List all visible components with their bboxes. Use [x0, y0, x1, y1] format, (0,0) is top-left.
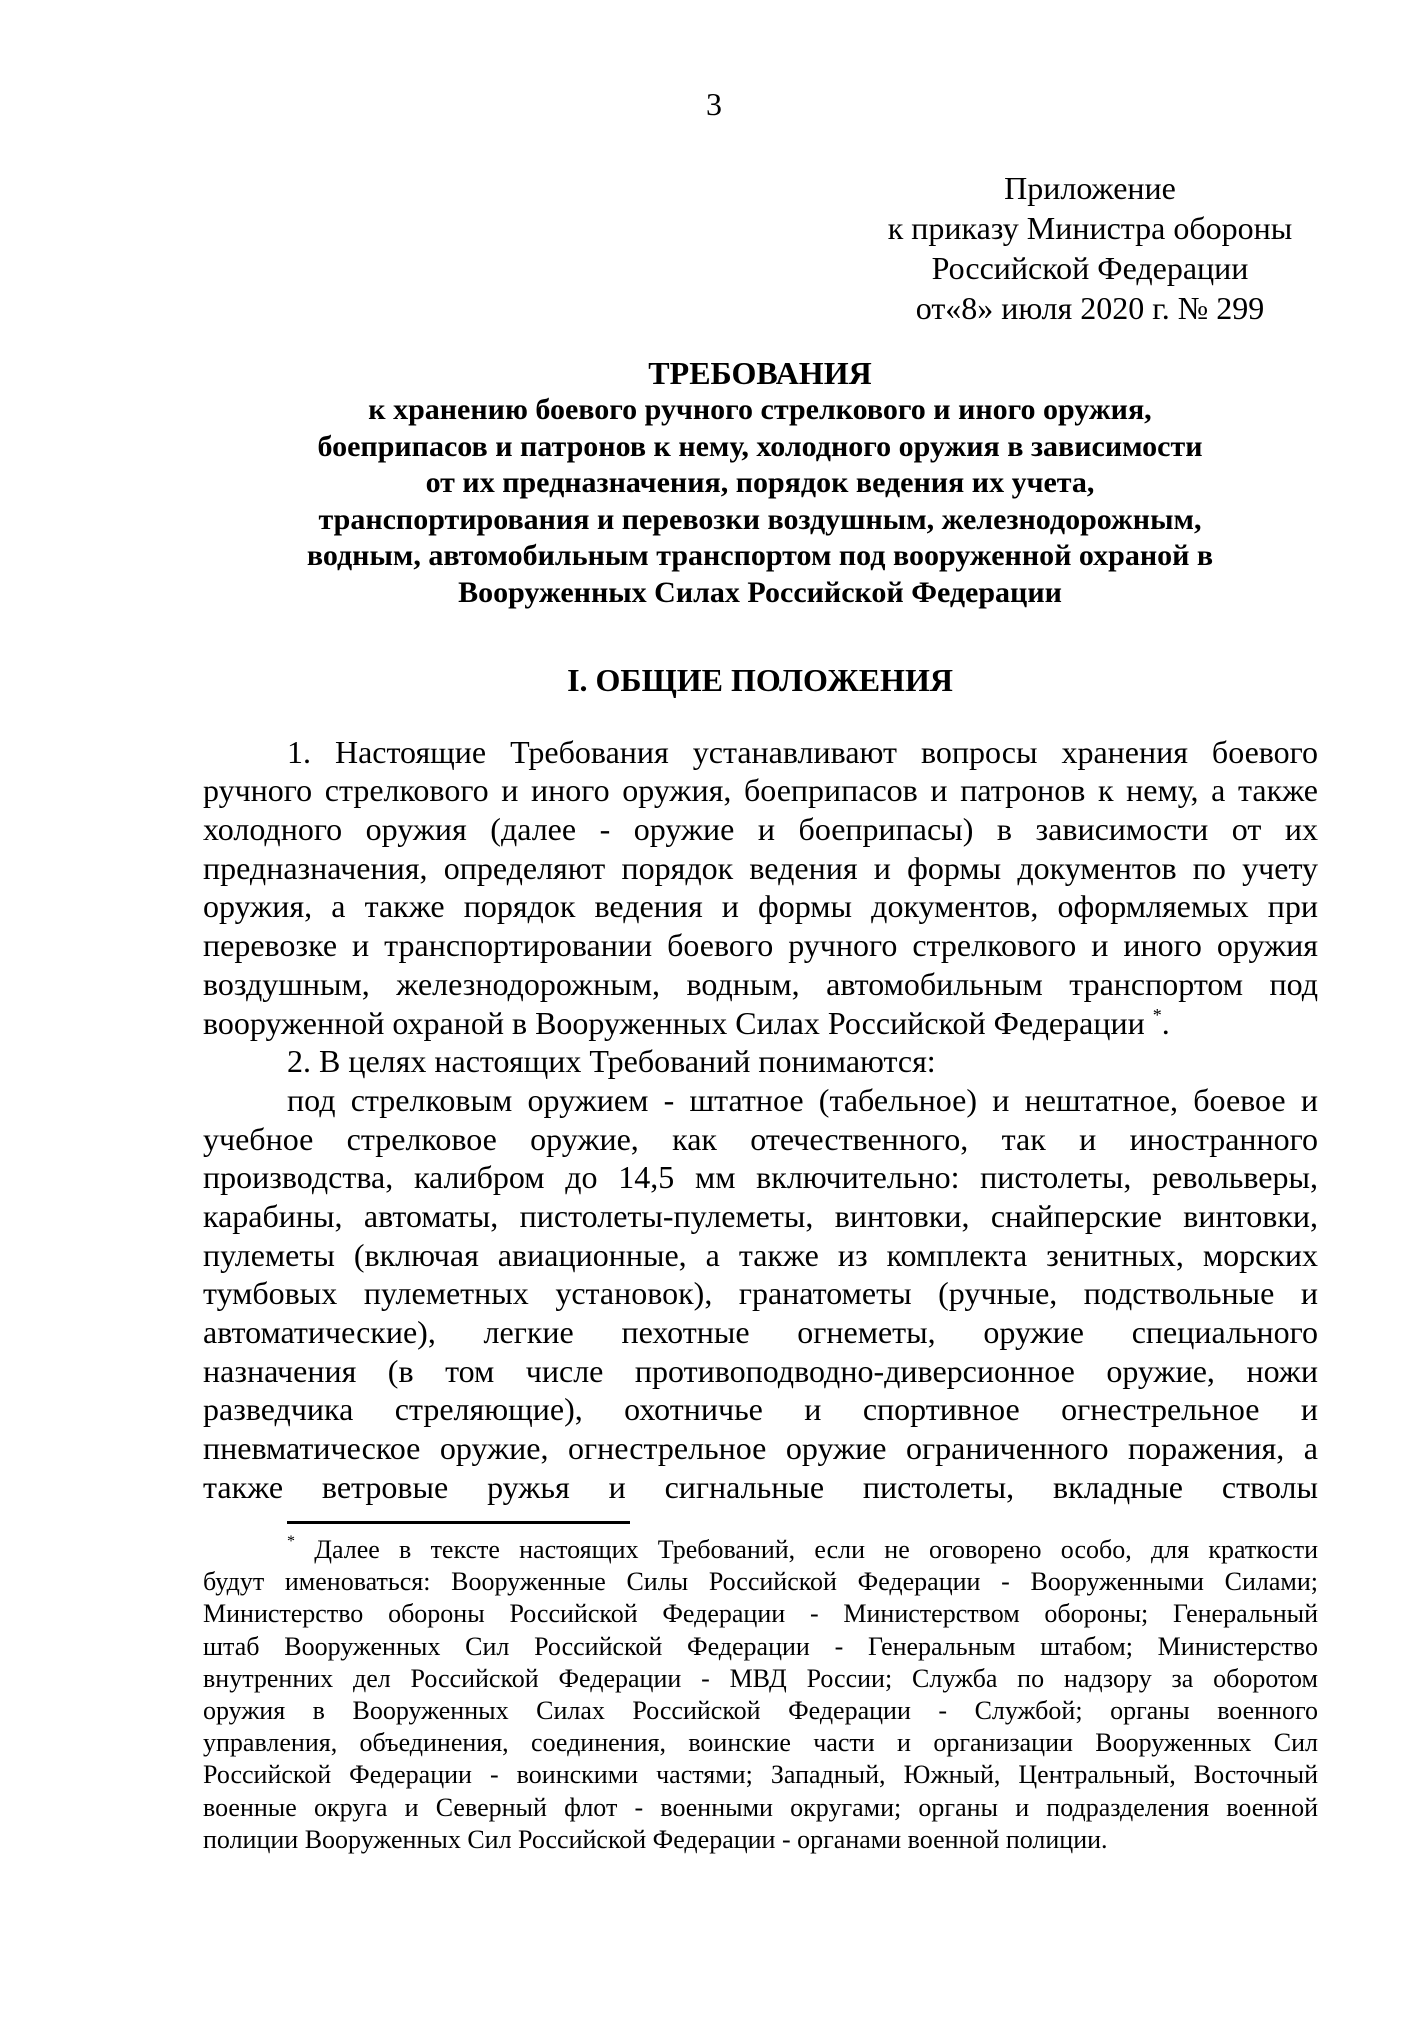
paragraph-line: автоматические), легкие пехотные огнеметы, оружие специального — [203, 1314, 1318, 1350]
paragraph-line: перевозке и транспортировании боевого ручного стрелкового и иного оружия — [203, 927, 1318, 964]
footnote-line: штаб Вооруженных Сил Российской Федерации - Генеральным штабом; Министерство — [203, 1631, 1318, 1661]
footnote-line: Министерство обороны Российской Федерации - Министерством обороны; Генеральный — [203, 1599, 1318, 1629]
paragraph-line: ручного стрелкового и иного оружия, боеприпасов и патронов к нему, а также — [203, 772, 1318, 809]
title-main: ТРЕБОВАНИЯ — [648, 355, 872, 391]
paragraph-line: учебное стрелковое оружие, как отечественного, так и иностранного — [203, 1120, 1318, 1157]
title-line: водным, автомобильным транспортом под вооруженной охраной в — [306, 539, 1214, 572]
footnote-divider — [287, 1521, 630, 1524]
paragraph-line: 1. Настоящие Требования устанавливают вопросы хранения боевого — [287, 733, 1318, 770]
footnote-line: Российской Федерации - воинскими частями; Западный, Южный, Центральный, Восточный — [203, 1760, 1318, 1790]
paragraph-line: воздушным, железнодорожным, водным, автомобильным транспортом под — [203, 965, 1318, 1002]
paragraph-text: вооруженной охраной в Вооруженных Силах Российской Федерации — [203, 1004, 1153, 1041]
document-title — [200, 354, 1320, 611]
paragraph-end: . — [1161, 1004, 1170, 1041]
appendix-line: к приказу Министра обороны — [887, 210, 1293, 246]
footnote-marker: * — [287, 1533, 295, 1550]
title-line: от их предназначения, порядок ведения их учета, — [425, 466, 1095, 499]
paragraph-line: тумбовых пулеметных установок), гранатометы (ручные, подствольные и — [203, 1275, 1318, 1312]
paragraph-line: холодного оружия (далее - оружие и боеприпасы) в зависимости от их — [203, 811, 1318, 848]
title-line: Вооруженных Силах Российской Федерации — [458, 575, 1062, 609]
appendix-block — [870, 168, 1310, 328]
paragraph-line: назначения (в том числе противоподводно-диверсионное оружие, ножи — [203, 1352, 1318, 1389]
paragraph-line: 2. В целях настоящих Требований понимаются: — [287, 1043, 936, 1080]
paragraph-line: предназначения, определяют порядок ведения и формы документов по учету — [203, 849, 1318, 886]
footnote-line: военные округа и Северный флот - военными округами; органы и подразделения военной — [203, 1792, 1318, 1822]
footnote — [203, 1534, 1318, 1856]
footnote-text: Далее в тексте настоящих Требований, если не оговорено особо, для краткости — [295, 1535, 1318, 1564]
paragraph-line: оружия, а также порядок ведения и формы документов, оформляемых при — [203, 888, 1318, 925]
footnote-line: управления, объединения, соединения, воинские части и организации Вооруженных Сил — [203, 1728, 1318, 1758]
body-text — [203, 694, 1318, 1506]
footnote-line: оружия в Вооруженных Силах Российской Федерации - Службой; органы военного — [203, 1695, 1318, 1725]
footnote-line: внутренних дел Российской Федерации - МВД России; Служба по надзору за оборотом — [203, 1663, 1318, 1693]
paragraph-line: также ветровые ружья и сигнальные пистолеты, вкладные стволы — [203, 1468, 1318, 1505]
paragraph-line: карабины, автоматы, пистолеты-пулеметы, винтовки, снайперские винтовки, — [203, 1197, 1318, 1234]
appendix-line: Приложение — [1004, 170, 1176, 206]
footnote-line — [203, 1534, 1318, 1566]
appendix-line: Российской Федерации — [931, 250, 1249, 286]
footnote-reference: * — [1152, 1004, 1162, 1025]
page-number: 3 — [706, 86, 722, 122]
title-line: боеприпасов и патронов к нему, холодного оружия в зависимости — [317, 429, 1203, 463]
paragraph-line: пневматическое оружие, огнестрельное оружие ограниченного поражения, а — [203, 1430, 1318, 1467]
section-heading: I. ОБЩИЕ ПОЛОЖЕНИЯ — [567, 662, 953, 698]
appendix-line: от«8» июля 2020 г. № 299 — [915, 290, 1265, 326]
paragraph-line: пулеметы (включая авиационные, а также из комплекта зенитных, морских — [203, 1236, 1318, 1273]
paragraph-line: разведчика стреляющие), охотничье и спортивное огнестрельное и — [203, 1391, 1318, 1428]
paragraph-line: под стрелковым оружием - штатное (табельное) и нештатное, боевое и — [287, 1081, 1318, 1118]
paragraph-line: производства, калибром до 14,5 мм включительно: пистолеты, револьверы, — [203, 1159, 1318, 1196]
title-line: к хранению боевого ручного стрелкового и иного оружия, — [368, 393, 1152, 426]
footnote-line: полиции Вооруженных Сил Российской Федерации - органами военной полиции. — [203, 1824, 1108, 1854]
footnote-line: будут именоваться: Вооруженные Силы Российской Федерации - Вооруженными Силами; — [203, 1567, 1318, 1597]
title-line: транспортирования и перевозки воздушным, железнодорожным, — [318, 502, 1202, 536]
paragraph-line — [203, 1004, 1318, 1043]
